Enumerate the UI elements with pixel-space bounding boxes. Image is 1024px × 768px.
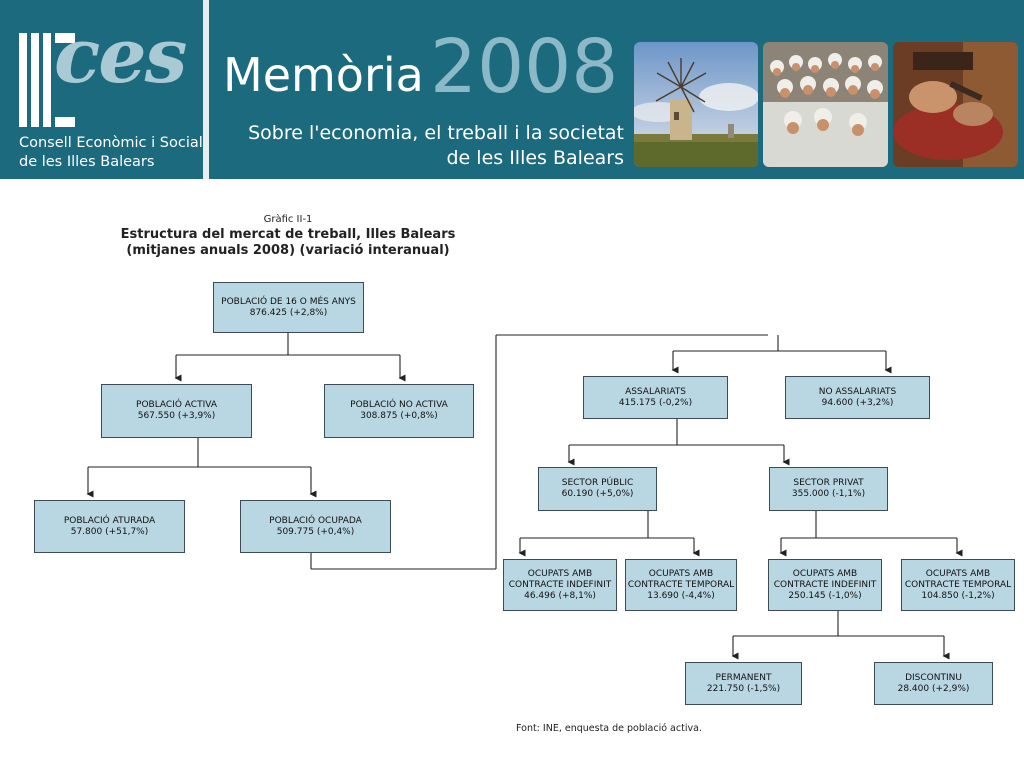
node-label: PERMANENT (715, 672, 772, 683)
node-label: DISCONTINU (905, 672, 962, 683)
node-label: OCUPATS AMB CONTRACTE INDEFINIT (508, 568, 612, 590)
node-value: 60.190 (+5,0%) (561, 489, 634, 499)
node-poblacio-16-o-mes (213, 282, 364, 333)
node-value: 57.800 (+51,7%) (70, 526, 149, 537)
node-label: SECTOR PÚBLIC (561, 478, 634, 488)
node-label: OCUPATS AMB CONTRACTE TEMPORAL (904, 568, 1012, 590)
node-label: POBLACIÓ NO ACTIVA (350, 400, 448, 410)
node-privat-contracte-indefinit (768, 559, 882, 611)
node-value: 415.175 (-0,2%) (618, 397, 693, 408)
org-name-line1: Consell Econòmic i Social (19, 135, 203, 151)
node-label: POBLACIÓ ACTIVA (136, 400, 217, 410)
node-label: POBLACIÓ OCUPADA (269, 515, 362, 526)
diagram-number: Gràfic II-1 (263, 214, 313, 225)
org-name-line2: de les Illes Balears (19, 154, 155, 170)
node-label: OCUPATS AMB CONTRACTE INDEFINIT (773, 568, 877, 590)
source-note: Font: INE, enquesta de població activa. (516, 723, 702, 734)
node-discontinu (874, 662, 993, 705)
subtitle-line1: Sobre l'economia, el treball i la societat (248, 122, 624, 144)
node-public-contracte-indefinit (503, 559, 617, 611)
node-label: ASSALARIATS (625, 386, 686, 397)
node-no-assalariats (785, 376, 930, 419)
node-value: 308.875 (+0,8%) (360, 411, 438, 421)
node-sector-public (538, 467, 657, 511)
node-value: 567.550 (+3,9%) (137, 411, 216, 421)
node-label: NO ASSALARIATS (818, 386, 897, 397)
subtitle-line2: de les Illes Balears (446, 147, 624, 169)
diagram-title-line2: (mitjanes anuals 2008) (variació interanual) (126, 243, 450, 258)
node-value: 876.425 (+2,8%) (249, 307, 328, 318)
node-value: 509.775 (+0,4%) (276, 526, 355, 537)
title-year: 2008 (430, 24, 619, 110)
node-poblacio-ocupada (240, 500, 391, 553)
node-label: SECTOR PRIVAT (793, 478, 864, 488)
ces-logo: ces (54, 11, 186, 100)
node-value: 221.750 (-1,5%) (706, 683, 781, 694)
diagram-title-line1: Estructura del mercat de treball, Illes Balears (120, 227, 456, 242)
node-public-contracte-temporal (625, 559, 737, 611)
node-sector-privat (769, 467, 888, 511)
node-permanent (685, 662, 802, 705)
node-label: POBLACIÓ ATURADA (63, 515, 156, 526)
node-value: 94.600 (+3,2%) (821, 397, 894, 408)
node-value: 355.000 (-1,1%) (791, 489, 866, 499)
node-value: 13.690 (-4,4%) (647, 590, 715, 601)
node-privat-contracte-temporal (901, 559, 1015, 611)
node-value: 104.850 (-1,2%) (921, 590, 995, 601)
node-label: OCUPATS AMB CONTRACTE TEMPORAL (627, 568, 735, 590)
node-poblacio-activa (101, 384, 252, 438)
node-label: POBLACIÓ DE 16 O MÉS ANYS (221, 296, 356, 307)
node-value: 46.496 (+8,1%) (524, 590, 596, 601)
node-value: 250.145 (-1,0%) (788, 590, 862, 601)
title-word: Memòria (223, 48, 424, 102)
node-poblacio-aturada (34, 500, 185, 553)
node-assalariats (583, 376, 728, 419)
node-value: 28.400 (+2,9%) (897, 683, 970, 694)
node-poblacio-no-activa (324, 384, 474, 438)
